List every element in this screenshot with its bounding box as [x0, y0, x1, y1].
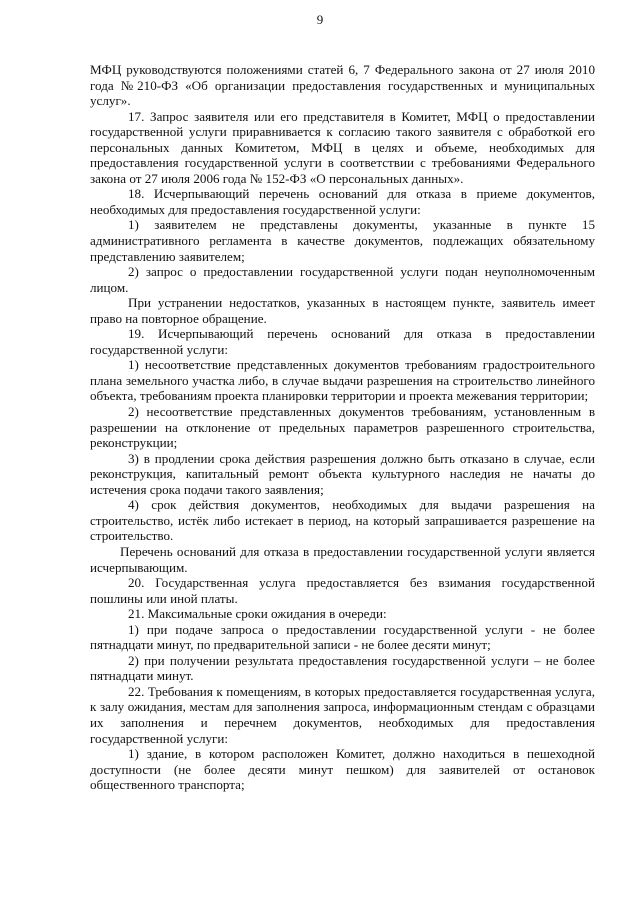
list-item-19-3: 3) в продлении срока действия разрешения должно быть отказано в случае, если реконструкция, капитальный ремонт объекта культурного наследия не начаты до истечения срока подачи такого заявления; — [90, 450, 595, 497]
list-item-18-2: 2) запрос о предоставлении государственной услуги подан неуполномоченным лицом. — [90, 264, 595, 295]
list-item-19-2: 2) несоответствие представленных документов требованиям, установленным в разрешении на отклонение от предельных параметров разрешенного строительства, реконструкции; — [90, 404, 595, 451]
paragraph-mfc-continuation: МФЦ руководствуются положениями статей 6, 7 Федерального закона от 27 июля 2010 года №210-ФЗ «Об организации предоставления государственных и муниципальных услуг». — [90, 62, 595, 109]
list-item-21-1: 1) при подаче запроса о предоставлении государственной услуги - не более пятнадцати минут, по предварительной записи - не более десяти минут; — [90, 621, 595, 653]
list-item-19-4: 4) срок действия документов, необходимых для выдачи разрешения на строительство, истёк либо истекает в период, на который запрашивается разрешение на строительство. — [90, 497, 595, 544]
list-item-18-1: 1) заявителем не представлены документы, указанные в пункте 15 административного регламента в качестве документов, подлежащих обязательному представлению заявителем; — [90, 217, 595, 264]
paragraph-21: 21. Максимальные сроки ожидания в очереди: — [128, 606, 387, 622]
list-item-21-2: 2) при получении результата предоставления государственной услуги – не более пятнадцати минут. — [90, 652, 595, 684]
list-item-22-1: 1) здание, в котором расположен Комитет, должно находиться в пешеходной доступности (не более десяти минут пешком) для заявителей от остановок общественного транспорта; — [90, 746, 595, 793]
paragraph-19-note: Перечень оснований для отказа в предоставлении государственной услуги является исчерпывающим. — [90, 543, 595, 575]
paragraph-20: 20. Государственная услуга предоставляется без взимания государственной пошлины или иной платы. — [90, 575, 595, 606]
list-item-19-1: 1) несоответствие представленных документов требованиям градостроительного плана земельного участка либо, в случае выдачи разрешения на строительство линейного объекта, требованиям проекта планировки территории и проекта межевания территории; — [90, 357, 595, 404]
document-body — [90, 62, 595, 793]
paragraph-18-note: При устранении недостатков, указанных в настоящем пункте, заявитель имеет право на повторное обращение. — [90, 295, 595, 326]
paragraph-22: 22. Требования к помещениям, в которых предоставляется государственная услуга, к залу ожидания, местам для заполнения запроса, информационным стендам с образцами их заполнения и перечнем документов, необходимых для предоставления государственной услуги: — [90, 683, 595, 746]
paragraph-18: 18. Исчерпывающий перечень оснований для отказа в приеме документов, необходимых для предоставления государственной услуги: — [90, 186, 595, 217]
paragraph-17: 17. Запрос заявителя или его представителя в Комитет, МФЦ о предоставлении государственной услуги приравнивается к согласию такого заявителя с обработкой его персональных данных Комитетом, МФЦ в целях и объеме, необходимых для предоставления государственной услуги в соответствии с требованиями Федерального закона от 27 июля 2006 года № 152-ФЗ «О персональных данных». — [90, 108, 595, 186]
page-number: 9 — [316, 12, 324, 27]
paragraph-19: 19. Исчерпывающий перечень оснований для отказа в предоставлении государственной услуги: — [90, 326, 595, 357]
